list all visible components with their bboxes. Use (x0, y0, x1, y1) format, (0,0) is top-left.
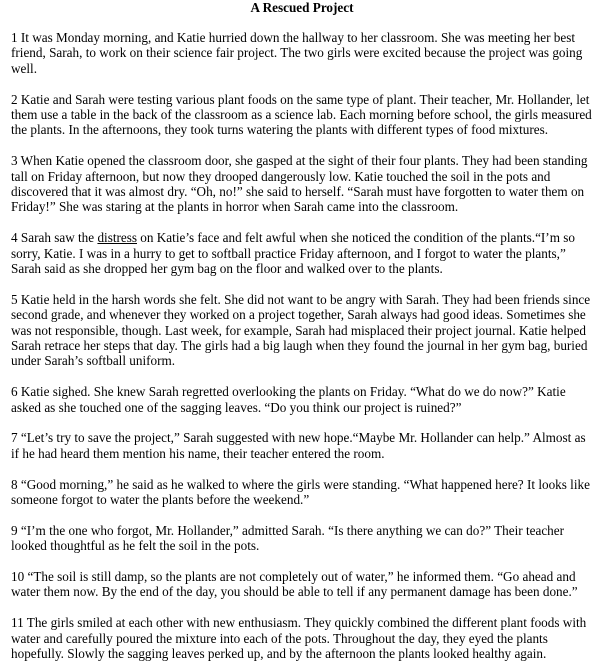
paragraph-2 (11, 92, 593, 138)
paragraph-11 (11, 615, 593, 661)
paragraph-5 (11, 292, 593, 369)
underlined-vocabulary-word: distress (97, 230, 137, 246)
paragraph-number: 3 (11, 153, 18, 169)
paragraph-text-before: Sarah saw the (20, 230, 95, 246)
paragraph-text: “Let’s try to save the project,” Sarah suggested with new hope.“Maybe Mr. Hollander can help.” Almost as if he had heard them mention his name, their teacher entered the room. (11, 430, 586, 461)
paragraph-number: 1 (11, 30, 18, 45)
paragraph-number: 2 (11, 91, 18, 107)
paragraph-text: Katie sighed. She knew Sarah regretted overlooking the plants on Friday. “What do we do now?” Katie asked as she touched one of the sagging leaves. “Do you think our project is ruined?” (11, 384, 566, 415)
paragraph-text: The girls smiled at each other with new enthusiasm. They quickly combined the different plant foods with water and carefully poured the mixture into each of the pots. Throughout the day, they eyed the plants hopefully. Slowly the sagging leaves perked up, and by the afternoon the plants looked healthy again. (11, 615, 587, 662)
paragraph-8 (11, 477, 593, 508)
paragraph-10 (11, 569, 593, 600)
paragraph-number: 9 (11, 522, 18, 538)
paragraph-text: “I’m the one who forgot, Mr. Hollander,” admitted Sarah. “Is there anything we can do?” Their teacher looked thoughtful as he felt the soil in the pots. (11, 522, 565, 554)
paragraph-text: When Katie opened the classroom door, she gasped at the sight of their four plants. They had been standing tall on Friday afternoon, but now they drooped dangerously low. Katie touched the soil in the pots and discovered that it was almost dry. “Oh, no!” she said to herself. “Sarah must have forgotten to water them on Friday!” She was staring at the plants in horror when Sarah came into the classroom. (11, 153, 588, 215)
paragraph-7 (11, 430, 593, 461)
paragraph-number: 8 (11, 476, 18, 492)
paragraph-number: 11 (11, 615, 24, 631)
paragraph-text: “Good morning,” he said as he walked to where the girls were standing. “What happened here? It looks like someone forgot to water the plants before the weekend.” (11, 476, 590, 508)
paragraph-text: “The soil is still damp, so the plants are not completely out of water,” he informed them. “Go ahead and water them now. By the end of the day, you should be able to tell if any permanent damage has been done.” (11, 569, 578, 600)
paragraph-number: 7 (11, 430, 18, 446)
paragraph-text: Katie and Sarah were testing various plant foods on the same type of plant. Their teacher, Mr. Hollander, let them use a table in the back of the classroom as a science lab. Each morning before school, the girls measured the plants. In the afternoons, they took turns watering the plants with different types of food mixtures. (11, 91, 592, 138)
paragraph-text: It was Monday morning, and Katie hurried down the hallway to her classroom. She was meeting her best friend, Sarah, to work on their science fair project. The two girls were excited because the project was going well. (11, 30, 583, 76)
paragraph-number: 4 (11, 230, 18, 246)
paragraph-text: Katie held in the harsh words she felt. She did not want to be angry with Sarah. They had been friends since second grade, and whenever they worked on a project together, Sarah always had good ideas. Sometimes she was not responsible, though. Last week, for example, Sarah had misplaced their project journal. Katie helped Sarah retrace her steps that day. The girls had a big laugh when they found the journal in her gym bag, buried under Sarah’s softball uniform. (11, 291, 591, 369)
paragraph-9 (11, 523, 593, 554)
paragraph-number: 5 (11, 291, 18, 307)
paragraph-4 (11, 230, 593, 276)
paragraph-3 (11, 153, 593, 215)
paragraph-1 (11, 30, 593, 76)
paragraph-number: 6 (11, 384, 18, 400)
paragraph-number: 10 (11, 569, 25, 585)
paragraph-text-after: on Katie’s face and felt awful when she noticed the condition of the plants.“I’m so sorry, Katie. I was in a hurry to get to softball practice Friday afternoon, and I forgot to water the plants,” Sarah said as she dropped her gym bag on the floor and walked over to the plants. (11, 230, 575, 277)
document-title: A Rescued Project (250, 0, 354, 15)
paragraph-6 (11, 384, 593, 415)
